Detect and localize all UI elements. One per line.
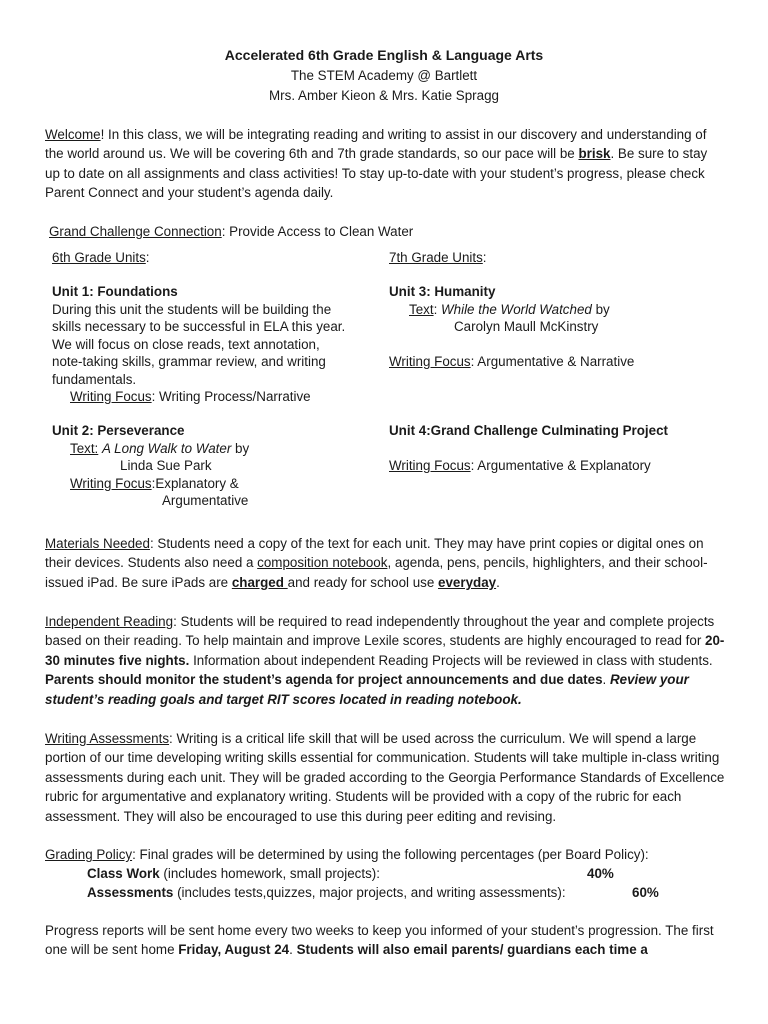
writing-assessments-label: Writing Assessments: [45, 731, 170, 746]
teacher-names: Mrs. Amber Kieon & Mrs. Katie Spragg: [269, 88, 499, 103]
unit-1-line: note-taking skills, grammar review, and writing: [52, 354, 326, 369]
unit-2-text-line: [52, 440, 372, 458]
unit-3-title: Unit 3: Humanity: [389, 284, 496, 299]
writing-focus-label: Writing Focus: [70, 389, 152, 404]
everyday-text: everyday: [438, 574, 497, 590]
sixth-grade-label: 6th Grade Units: [52, 250, 146, 265]
welcome-label: Welcome: [45, 127, 101, 142]
unit-1-block: [52, 283, 372, 406]
progress-date: Friday, August 24: [178, 942, 290, 958]
unit-4-writing-focus: [389, 457, 749, 475]
unit-1-line: During this unit the students will be building the: [52, 301, 332, 317]
grand-challenge-label: Grand Challenge Connection: [49, 224, 222, 239]
unit-3-writing-focus: [389, 353, 729, 371]
writing-focus-label: Writing Focus: [70, 475, 152, 491]
independent-reading-paragraph: [45, 612, 725, 709]
materials-paragraph: [45, 534, 725, 592]
page-title: Accelerated 6th Grade English & Language Arts: [224, 47, 544, 63]
seventh-grade-label: 7th Grade Units: [389, 250, 483, 265]
grading-policy-line: [45, 845, 725, 864]
unit-3-text-line: [389, 301, 729, 319]
unit-3-block: [389, 283, 729, 371]
assessments-text: (includes tests,quizzes, major projects, and writing assessments):: [173, 885, 566, 900]
charged-text: charged: [231, 574, 288, 590]
welcome-text: ! In this class, we will be integrating reading and writing to assist in our discovery and understanding of the world around us. We will be covering 6th and 7th grade standards, so our pace will be: [45, 127, 707, 162]
grand-challenge-text: : Provide Access to Clean Water: [221, 224, 414, 239]
unit-1-title: Unit 1: Foundations: [52, 284, 178, 299]
materials-text: and ready for school use: [287, 574, 439, 590]
reading-minutes: 20-30 minutes five nights.: [45, 633, 725, 668]
book-author: Carolyn Maull McKinstry: [454, 319, 599, 334]
parent-monitor-notice: Parents should monitor the student’s agenda for project announcements and due dates: [45, 672, 603, 688]
progress-text: .: [289, 942, 297, 958]
sixth-grade-units-heading: [52, 248, 150, 267]
class-work-text: (includes homework, small projects):: [159, 866, 380, 881]
assessments-line: [87, 883, 566, 902]
by-text: by: [231, 440, 250, 456]
book-author: Linda Sue Park: [120, 458, 212, 473]
independent-reading-text: Information about independent Reading Projects will be reviewed in class with students.: [189, 652, 713, 668]
unit-1-line: fundamentals.: [52, 371, 137, 387]
seventh-grade-units-heading: [389, 248, 487, 267]
writing-assessments-paragraph: [45, 729, 725, 826]
welcome-brisk: brisk: [578, 146, 611, 162]
welcome-paragraph: [45, 125, 725, 203]
unit-2-block: [52, 422, 372, 510]
by-text: by: [591, 301, 610, 317]
writing-focus-label: Writing Focus: [389, 458, 471, 473]
composition-notebook: composition notebook: [257, 555, 388, 571]
unit-1-line: skills necessary to be successful in ELA this year.: [52, 319, 346, 334]
unit-2-writing-focus: [52, 475, 372, 493]
writing-assessments-text: : Writing is a critical life skill that will be used across the curriculum. We will spend a large portion of our time developing writing skills essential for communication. Students will take multiple in-class writing assessments during each unit. They will be graded according to the Georgia Performance Standards of Excellence rubric for argumentative and explanatory writing. Students will be provided with a copy of the rubric for each assessment. They will also be encouraged to use this during peer editing and revising.: [45, 731, 725, 824]
grand-challenge-line: [49, 222, 413, 241]
materials-text: : Students need a copy of the text for each unit. They may have print copies or digital ones on their devices. Students also need a: [45, 536, 704, 571]
welcome-text-end: . Be sure to stay up to date on all assignments and class activities! To stay up-to-date with your student’s progress, please check Parent Connect and your student’s agenda daily.: [45, 146, 708, 201]
unit-2-title: Unit 2: Perseverance: [52, 423, 185, 438]
grading-policy-text: : Final grades will be determined by using the following percentages (per Board Policy):: [132, 847, 649, 862]
writing-focus-text: : Argumentative & Explanatory: [470, 458, 651, 473]
independent-reading-text: .: [602, 672, 610, 688]
writing-focus-text: : Writing Process/Narrative: [151, 389, 311, 404]
book-title: A Long Walk to Water: [102, 440, 232, 456]
progress-text: Progress reports will be sent home every two weeks to keep you informed of your student’s progression. The first one will be sent home: [45, 923, 714, 958]
progress-email-notice: Students will also email parents/ guardians each time a: [296, 942, 648, 958]
materials-text: .: [496, 574, 500, 590]
materials-text: , agenda, pens, pencils, highlighters, and their school-issued iPad. Be sure iPads are: [45, 555, 708, 590]
writing-focus-label: Writing Focus: [389, 354, 471, 369]
text-label: Text:: [70, 440, 99, 456]
reading-goals-notice: Review your student’s reading goals and target RIT scores located in reading notebook.: [45, 672, 689, 707]
assessments-label: Assessments: [87, 885, 174, 900]
school-name: The STEM Academy @ Bartlett: [290, 68, 478, 83]
unit-1-writing-focus: [52, 388, 372, 406]
colon: :: [482, 250, 487, 265]
colon: :: [433, 301, 442, 317]
writing-focus-text: : Argumentative & Narrative: [470, 354, 635, 369]
class-work-line: [87, 864, 380, 883]
materials-label: Materials Needed: [45, 536, 150, 551]
assessments-percent: 60%: [632, 885, 659, 900]
independent-reading-label: Independent Reading: [45, 614, 174, 629]
unit-4-block: [389, 422, 749, 475]
class-work-percent: 40%: [587, 866, 614, 881]
class-work-label: Class Work: [87, 866, 160, 881]
grading-policy-label: Grading Policy: [45, 847, 133, 862]
writing-focus-text: :Explanatory &: [151, 475, 239, 491]
unit-1-line: We will focus on close reads, text annotation,: [52, 336, 320, 352]
progress-reports-paragraph: [45, 921, 725, 960]
text-label: Text: [409, 301, 434, 317]
writing-focus-text-2: Argumentative: [162, 493, 249, 508]
book-title: While the World Watched: [441, 301, 592, 317]
colon: :: [145, 250, 150, 265]
unit-4-title: Unit 4:Grand Challenge Culminating Project: [389, 423, 668, 438]
independent-reading-text: : Students will be required to read independently throughout the year and complete projects based on their reading. To help maintain and improve Lexile scores, students are highly encouraged to read for: [45, 614, 715, 649]
